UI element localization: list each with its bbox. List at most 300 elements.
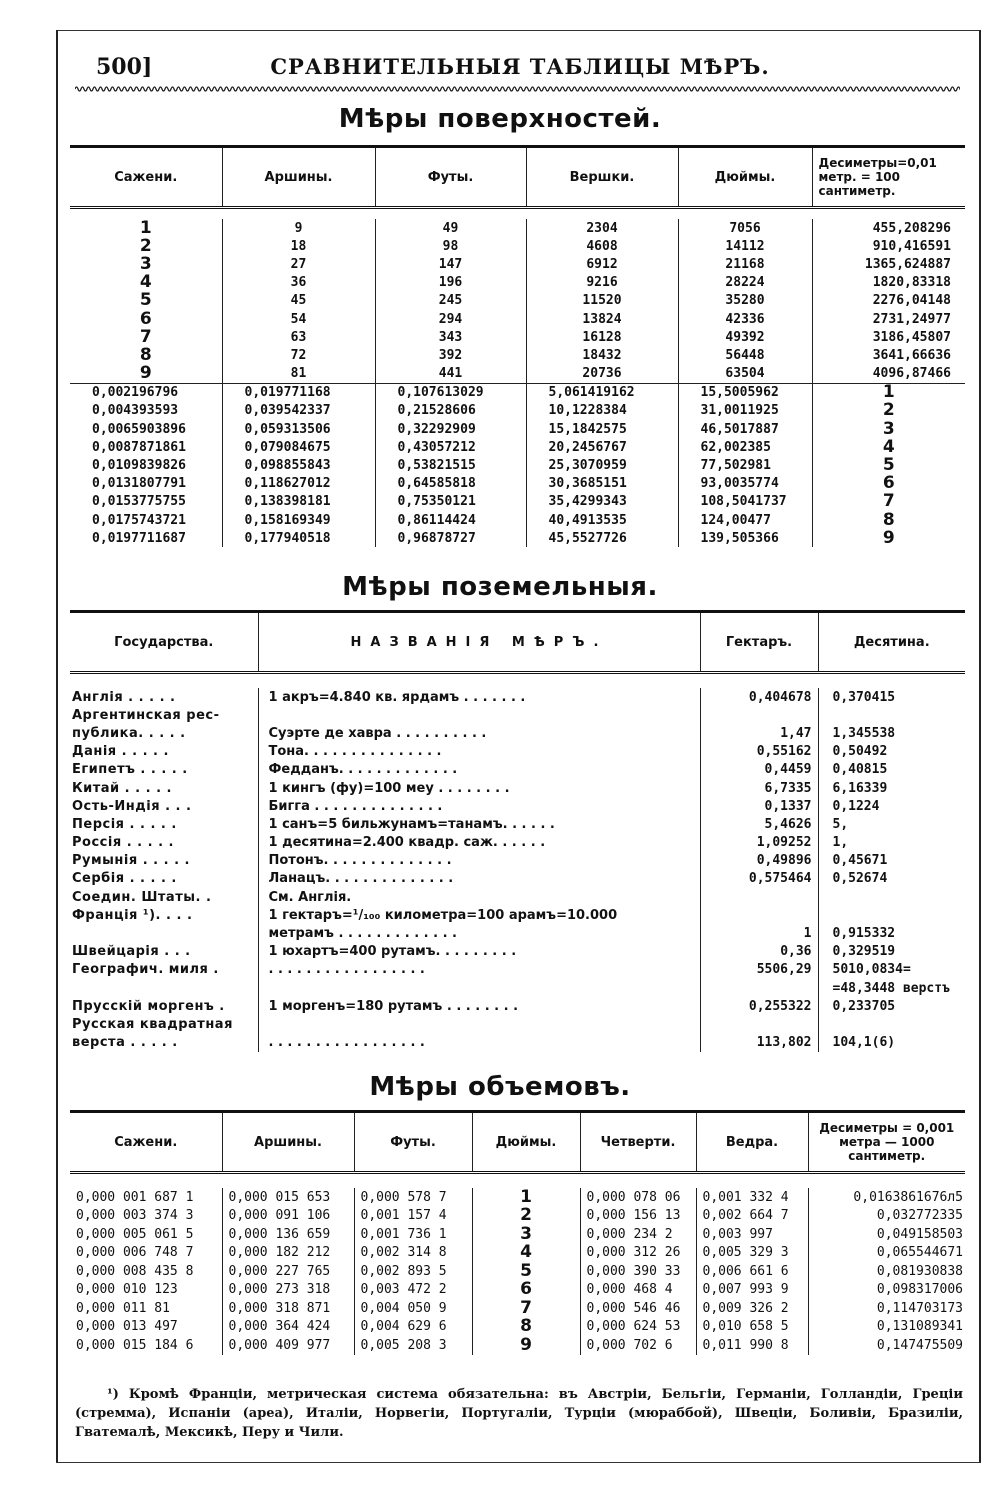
table-cell: 0,000 546 46	[580, 1299, 696, 1318]
hectare-cell: 0,55162	[700, 743, 818, 761]
table-row	[70, 1225, 965, 1244]
table-row	[70, 797, 965, 815]
state-cell: Данія . . . . .	[70, 743, 258, 761]
table-cell: 0,107613029	[375, 383, 526, 402]
measure-name-cell: Ланацъ. . . . . . . . . . . . . .	[258, 870, 700, 888]
table-cell: 0,138398181	[222, 493, 375, 511]
table-cell: 1820,83318	[872, 275, 951, 291]
table-cell: 15,1842575	[526, 420, 678, 438]
header-cell: Гектаръ.	[700, 612, 818, 673]
table-cell: 45	[222, 292, 375, 310]
table-cell: 147	[375, 255, 526, 273]
table-cell: 9	[222, 219, 375, 237]
header-cell: Сажени.	[70, 147, 222, 208]
table-cell: 0,000 390 33	[580, 1262, 696, 1281]
measure-name-cell: метрамъ . . . . . . . . . . . . .	[258, 924, 700, 942]
table-cell: 6	[472, 1281, 580, 1300]
table-cell: 108,5041737	[678, 493, 812, 511]
table-cell: 0,000 015 653	[222, 1188, 354, 1207]
header-cell: Десиметры=0,01 метр. = 100 сантиметр.	[812, 147, 965, 208]
table-cell: 0,098855843	[222, 456, 375, 474]
table-cell: 4096,87466	[872, 366, 951, 382]
table-row	[70, 943, 965, 961]
table-cell: 0,53821515	[375, 456, 526, 474]
table-cell: 0,039542337	[222, 402, 375, 420]
table-cell: 4	[70, 274, 222, 292]
table-cell: 0,000 005 061 5	[70, 1225, 222, 1244]
table-cell: 0,0131807791	[70, 475, 222, 493]
measure-name-cell: Федданъ. . . . . . . . . . . . .	[258, 761, 700, 779]
table-cell: 2276,04148	[872, 293, 951, 309]
table-cell: 0,75350121	[375, 493, 526, 511]
hectare-cell	[700, 888, 818, 906]
hectare-cell: 113,802	[700, 1034, 818, 1052]
table-cell: 0,001 736 1	[354, 1225, 472, 1244]
desyatina-cell: 0,329519	[832, 944, 896, 960]
footnote-marker: ¹)	[107, 1387, 119, 1402]
measure-name-cell: Потонъ. . . . . . . . . . . . . .	[258, 852, 700, 870]
page-number: 500]	[96, 54, 153, 80]
measure-name-cell	[258, 706, 700, 724]
land-title: Мѣры поземельныя.	[342, 572, 658, 602]
table-cell: 392	[375, 346, 526, 364]
land-header-row	[70, 612, 965, 673]
table-cell: 63	[222, 328, 375, 346]
table-cell: 0,019771168	[222, 383, 375, 402]
measure-name-cell: 1 акръ=4.840 кв. ярдамъ . . . . . . .	[258, 688, 700, 706]
land-table	[70, 610, 965, 1052]
table-cell: 0,032772335	[876, 1208, 963, 1224]
table-row	[70, 870, 965, 888]
measure-name-cell: 1 юхартъ=400 рутамъ. . . . . . . . .	[258, 943, 700, 961]
table-cell: 7056	[678, 219, 812, 237]
table-row	[70, 852, 965, 870]
table-cell: 0,000 468 4	[580, 1281, 696, 1300]
table-cell: 35,4299343	[526, 493, 678, 511]
desyatina-cell: 1,	[832, 835, 849, 851]
measure-name-cell: 1 десятина=2.400 квадр. саж. . . . . .	[258, 834, 700, 852]
table-cell: 0,177940518	[222, 529, 375, 547]
table-row	[70, 420, 965, 438]
table-cell: 0,0087871861	[70, 438, 222, 456]
table-cell: 49392	[678, 328, 812, 346]
state-cell: Англія . . . . .	[70, 688, 258, 706]
table-cell: 98	[375, 237, 526, 255]
desyatina-cell: 6,16339	[832, 780, 888, 796]
table-cell: 343	[375, 328, 526, 346]
table-cell: 0,049158503	[876, 1226, 963, 1242]
table-cell: 18432	[526, 346, 678, 364]
table-cell: 0,001 332 4	[696, 1188, 808, 1207]
table-cell: 9	[882, 527, 895, 548]
table-cell: 9	[472, 1336, 580, 1355]
volume-title: Мѣры объемовъ.	[369, 1072, 631, 1102]
table-cell: 0,000 078 06	[580, 1188, 696, 1207]
header-cell: Дюймы.	[678, 147, 812, 208]
measure-name-cell: . . . . . . . . . . . . . . . . .	[258, 961, 700, 979]
table-row	[70, 1207, 965, 1226]
state-cell	[70, 979, 258, 997]
table-cell: 7	[472, 1299, 580, 1318]
desyatina-cell	[818, 906, 965, 924]
measure-name-cell: См. Англія.	[258, 888, 700, 906]
table-row	[70, 1034, 965, 1052]
desyatina-cell: 0,50492	[832, 744, 888, 760]
table-cell: 0,000 578 7	[354, 1188, 472, 1207]
table-cell: 3641,66636	[872, 347, 951, 363]
table-cell: 4608	[526, 237, 678, 255]
table-cell: 6	[882, 473, 895, 494]
table-row	[70, 1336, 965, 1355]
surface-title: Мѣры поверхностей.	[338, 104, 662, 134]
hectare-cell: 0,1337	[700, 797, 818, 815]
state-cell: Русская квадратная	[70, 1015, 258, 1033]
table-cell: 0,004393593	[70, 402, 222, 420]
table-cell: 0,43057212	[375, 438, 526, 456]
table-row	[70, 1262, 965, 1281]
table-cell: 0,118627012	[222, 475, 375, 493]
table-row	[70, 274, 965, 292]
volume-header-row	[70, 1112, 965, 1173]
state-cell: Персія . . . . .	[70, 815, 258, 833]
desyatina-cell: 0,40815	[832, 762, 888, 778]
desyatina-cell: 0,45671	[832, 853, 888, 869]
header-cell: Вершки.	[526, 147, 678, 208]
table-cell: 0,010 658 5	[696, 1318, 808, 1337]
table-cell: 0,000 006 748 7	[70, 1244, 222, 1263]
table-row	[70, 761, 965, 779]
table-cell: 0,007 993 9	[696, 1281, 808, 1300]
hectare-cell: 5,4626	[700, 815, 818, 833]
table-cell: 0,000 008 435 8	[70, 1262, 222, 1281]
table-cell: 0,000 001 687 1	[70, 1188, 222, 1207]
table-cell: 0,21528606	[375, 402, 526, 420]
table-cell: 3	[882, 418, 895, 439]
table-cell: 0,006 661 6	[696, 1262, 808, 1281]
table-row	[70, 815, 965, 833]
table-cell: 28224	[678, 274, 812, 292]
desyatina-cell: 0,370415	[832, 689, 896, 705]
table-cell: 10,1228384	[526, 402, 678, 420]
table-cell: 81	[222, 365, 375, 384]
table-row	[70, 365, 965, 384]
header-cell: Ведра.	[696, 1112, 808, 1173]
table-row	[70, 511, 965, 529]
table-cell: 0,0153775755	[70, 493, 222, 511]
table-cell: 0,000 156 13	[580, 1207, 696, 1226]
table-cell: 0,000 182 212	[222, 1244, 354, 1263]
table-cell: 0,000 003 374 3	[70, 1207, 222, 1226]
page-bottom-rule	[56, 1462, 981, 1463]
table-cell: 0,000 013 497	[70, 1318, 222, 1337]
table-row	[70, 475, 965, 493]
table-cell: 910,416591	[872, 238, 951, 254]
table-cell: 0,000 227 765	[222, 1262, 354, 1281]
table-row	[70, 237, 965, 255]
table-cell: 0,009 326 2	[696, 1299, 808, 1318]
state-cell: Сербія . . . . .	[70, 870, 258, 888]
state-cell: публика. . . . .	[70, 724, 258, 742]
table-cell: 0,0175743721	[70, 511, 222, 529]
table-row	[70, 997, 965, 1015]
table-cell: 9216	[526, 274, 678, 292]
volume-table	[70, 1110, 965, 1355]
table-cell: 196	[375, 274, 526, 292]
table-cell: 0,002 664 7	[696, 1207, 808, 1226]
table-cell: 0,000 409 977	[222, 1336, 354, 1355]
desyatina-cell: 0,233705	[832, 998, 896, 1014]
header-cell: Футы.	[354, 1112, 472, 1173]
table-cell: 0,64585818	[375, 475, 526, 493]
table-cell: 0,000 010 123	[70, 1281, 222, 1300]
table-row	[70, 529, 965, 547]
table-row	[70, 456, 965, 474]
state-cell	[70, 924, 258, 942]
table-cell: 49	[375, 219, 526, 237]
hectare-cell: 0,36	[700, 943, 818, 961]
table-cell: 72	[222, 346, 375, 364]
hectare-cell: 0,255322	[700, 997, 818, 1015]
header-cell: Десятина.	[818, 612, 965, 673]
header-cell: Аршины.	[222, 147, 375, 208]
table-cell: 8	[70, 346, 222, 364]
desyatina-cell: 5,	[832, 816, 849, 832]
hectare-cell: 1	[700, 924, 818, 942]
header-cell: Дюймы.	[472, 1112, 580, 1173]
table-cell: 8	[472, 1318, 580, 1337]
table-cell: 27	[222, 255, 375, 273]
header-cell: Футы.	[375, 147, 526, 208]
table-cell: 3	[472, 1225, 580, 1244]
footnote	[75, 1385, 963, 1442]
measure-name-cell	[258, 979, 700, 997]
measure-name-cell: Суэрте де хавра . . . . . . . . . .	[258, 724, 700, 742]
desyatina-cell: 0,52674	[832, 871, 888, 887]
table-cell: 0,000 364 424	[222, 1318, 354, 1337]
table-cell: 25,3070959	[526, 456, 678, 474]
table-cell: 0,000 318 871	[222, 1299, 354, 1318]
table-cell: 0,098317006	[876, 1282, 963, 1298]
table-row	[70, 834, 965, 852]
table-cell: 1	[472, 1188, 580, 1207]
table-cell: 20,2456767	[526, 438, 678, 456]
state-cell: верста . . . . .	[70, 1034, 258, 1052]
desyatina-cell: 104,1(6)	[832, 1035, 896, 1051]
table-cell: 0,96878727	[375, 529, 526, 547]
state-cell: Соедин. Штаты. .	[70, 888, 258, 906]
table-row	[70, 779, 965, 797]
table-cell: 0,000 015 184 6	[70, 1336, 222, 1355]
table-row	[70, 383, 965, 402]
state-cell: Египетъ . . . . .	[70, 761, 258, 779]
table-cell: 245	[375, 292, 526, 310]
table-cell: 77,502981	[678, 456, 812, 474]
state-cell: Аргентинская рес-	[70, 706, 258, 724]
hectare-cell	[700, 706, 818, 724]
surface-table	[70, 145, 965, 547]
surface-header-row	[70, 147, 965, 208]
table-cell: 139,505366	[678, 529, 812, 547]
table-cell: 0,059313506	[222, 420, 375, 438]
table-cell: 0,000 091 106	[222, 1207, 354, 1226]
table-cell: 5,061419162	[526, 383, 678, 402]
table-row	[70, 493, 965, 511]
table-cell: 93,0035774	[678, 475, 812, 493]
desyatina-cell	[818, 1015, 965, 1033]
table-cell: 0,147475509	[876, 1337, 963, 1353]
table-cell: 0,065544671	[876, 1245, 963, 1261]
table-cell: 0,002 314 8	[354, 1244, 472, 1263]
table-cell: 11520	[526, 292, 678, 310]
table-row	[70, 743, 965, 761]
table-row	[70, 1188, 965, 1207]
desyatina-cell	[818, 706, 965, 724]
hectare-cell: 6,7335	[700, 779, 818, 797]
hectare-cell	[700, 1015, 818, 1033]
table-cell: 0,003 997	[696, 1225, 808, 1244]
state-cell: Франція ¹). . . .	[70, 906, 258, 924]
spacer-cell	[70, 1173, 965, 1189]
table-cell: 9	[70, 365, 222, 384]
table-cell: 0,0109839826	[70, 456, 222, 474]
table-row	[70, 346, 965, 364]
table-row	[70, 255, 965, 273]
desyatina-cell: =48,3448 верстъ	[832, 980, 950, 996]
state-cell: Китай . . . . .	[70, 779, 258, 797]
table-cell: 1	[812, 383, 965, 402]
table-row	[70, 961, 965, 979]
table-row	[70, 1318, 965, 1337]
wavy-rule	[75, 82, 960, 96]
hectare-cell: 0,49896	[700, 852, 818, 870]
header-cell: НАЗВАНІЯ МѢРЪ.	[258, 612, 700, 673]
state-cell: Ость-Индія . . .	[70, 797, 258, 815]
table-row	[70, 1015, 965, 1033]
measure-name-cell: Бигга . . . . . . . . . . . . . .	[258, 797, 700, 815]
table-cell: 0,002 893 5	[354, 1262, 472, 1281]
table-cell: 35280	[678, 292, 812, 310]
table-cell: 0,131089341	[876, 1319, 963, 1335]
hectare-cell: 5506,29	[700, 961, 818, 979]
state-cell: Прусскій моргенъ .	[70, 997, 258, 1015]
state-cell: Швейцарія . . .	[70, 943, 258, 961]
measure-name-cell: 1 гектаръ=¹/₁₀₀ километра=100 арамъ=10.000	[258, 906, 700, 924]
table-cell: 2	[882, 400, 895, 421]
table-cell: 20736	[526, 365, 678, 384]
state-cell: Россія . . . . .	[70, 834, 258, 852]
table-cell: 0,003 472 2	[354, 1281, 472, 1300]
table-cell: 31,0011925	[678, 402, 812, 420]
table-cell: 124,00477	[678, 511, 812, 529]
table-cell: 5	[882, 455, 895, 476]
table-row	[70, 906, 965, 924]
table-row	[70, 724, 965, 742]
table-row	[70, 888, 965, 906]
table-cell: 0,0163861676л5	[853, 1189, 963, 1205]
table-cell: 40,4913535	[526, 511, 678, 529]
table-cell: 0,081930838	[876, 1263, 963, 1279]
measure-name-cell	[258, 1015, 700, 1033]
table-cell: 0,005 208 3	[354, 1336, 472, 1355]
table-cell: 16128	[526, 328, 678, 346]
hectare-cell: 1,09252	[700, 834, 818, 852]
hectare-cell: 0,4459	[700, 761, 818, 779]
table-cell: 455,208296	[872, 220, 951, 236]
header-cell: Государства.	[70, 612, 258, 673]
table-row	[70, 402, 965, 420]
header-cell: Десиметры = 0,001 метра — 1000 сантиметр.	[808, 1112, 965, 1173]
table-row	[70, 979, 965, 997]
table-cell: 46,5017887	[678, 420, 812, 438]
table-row	[70, 219, 965, 237]
table-cell: 6	[70, 310, 222, 328]
table-cell: 63504	[678, 365, 812, 384]
table-cell: 5	[472, 1262, 580, 1281]
spacer-row	[70, 208, 965, 220]
measure-name-cell: 1 санъ=5 бильжунамъ=танамъ. . . . . .	[258, 815, 700, 833]
spacer-cell	[70, 673, 965, 689]
hectare-cell: 1,47	[700, 724, 818, 742]
table-cell: 62,002385	[678, 438, 812, 456]
hectare-cell	[700, 906, 818, 924]
table-cell: 0,079084675	[222, 438, 375, 456]
table-cell: 0,158169349	[222, 511, 375, 529]
table-cell: 6912	[526, 255, 678, 273]
table-row	[70, 1244, 965, 1263]
table-cell: 45,5527726	[526, 529, 678, 547]
table-cell: 7	[882, 491, 895, 512]
header-cell: Аршины.	[222, 1112, 354, 1173]
desyatina-cell: 5010,0834=	[832, 962, 911, 978]
table-cell: 15,5005962	[678, 383, 812, 402]
table-cell: 2	[472, 1207, 580, 1226]
table-cell: 0,000 234 2	[580, 1225, 696, 1244]
table-cell: 36	[222, 274, 375, 292]
spacer-cell	[70, 208, 965, 220]
footnote-text: Кромѣ Франціи, метрическая система обязательна: въ Австріи, Бельгіи, Германіи, Голландіи, Греціи (стремма), Испаніи (ареа), Италіи, Норвегіи, Португаліи, Турціи (мюраббой), Швеціи, Боливіи, Бразиліи, Гватемалѣ, Мексикѣ, Перу и Чили.	[75, 1387, 964, 1440]
desyatina-cell: 0,1224	[832, 798, 880, 814]
table-cell: 0,001 157 4	[354, 1207, 472, 1226]
spacer-row	[70, 673, 965, 689]
table-row	[70, 1281, 965, 1300]
desyatina-cell: 1,345538	[832, 725, 896, 741]
state-cell: Румынія . . . . .	[70, 852, 258, 870]
table-cell: 0,000 312 26	[580, 1244, 696, 1263]
table-cell: 0,000 273 318	[222, 1281, 354, 1300]
hectare-cell: 0,404678	[700, 688, 818, 706]
table-cell: 18	[222, 237, 375, 255]
table-row	[70, 328, 965, 346]
table-row	[70, 292, 965, 310]
measure-name-cell: 1 моргенъ=180 рутамъ . . . . . . . .	[258, 997, 700, 1015]
table-cell: 3	[70, 255, 222, 273]
table-row	[70, 688, 965, 706]
table-cell: 0,005 329 3	[696, 1244, 808, 1263]
table-cell: 0,002196796	[70, 383, 222, 402]
table-cell: 0,0065903896	[70, 420, 222, 438]
measure-name-cell: 1 кингъ (фу)=100 меу . . . . . . . .	[258, 779, 700, 797]
table-cell: 0,114703173	[876, 1300, 963, 1316]
table-cell: 0,011 990 8	[696, 1336, 808, 1355]
table-cell: 1	[70, 219, 222, 237]
table-cell: 0,004 050 9	[354, 1299, 472, 1318]
hectare-cell	[700, 979, 818, 997]
table-cell: 1365,624887	[864, 256, 951, 272]
table-cell: 30,3685151	[526, 475, 678, 493]
table-cell: 8	[882, 509, 895, 530]
table-cell: 2731,24977	[872, 311, 951, 327]
table-cell: 0,000 624 53	[580, 1318, 696, 1337]
